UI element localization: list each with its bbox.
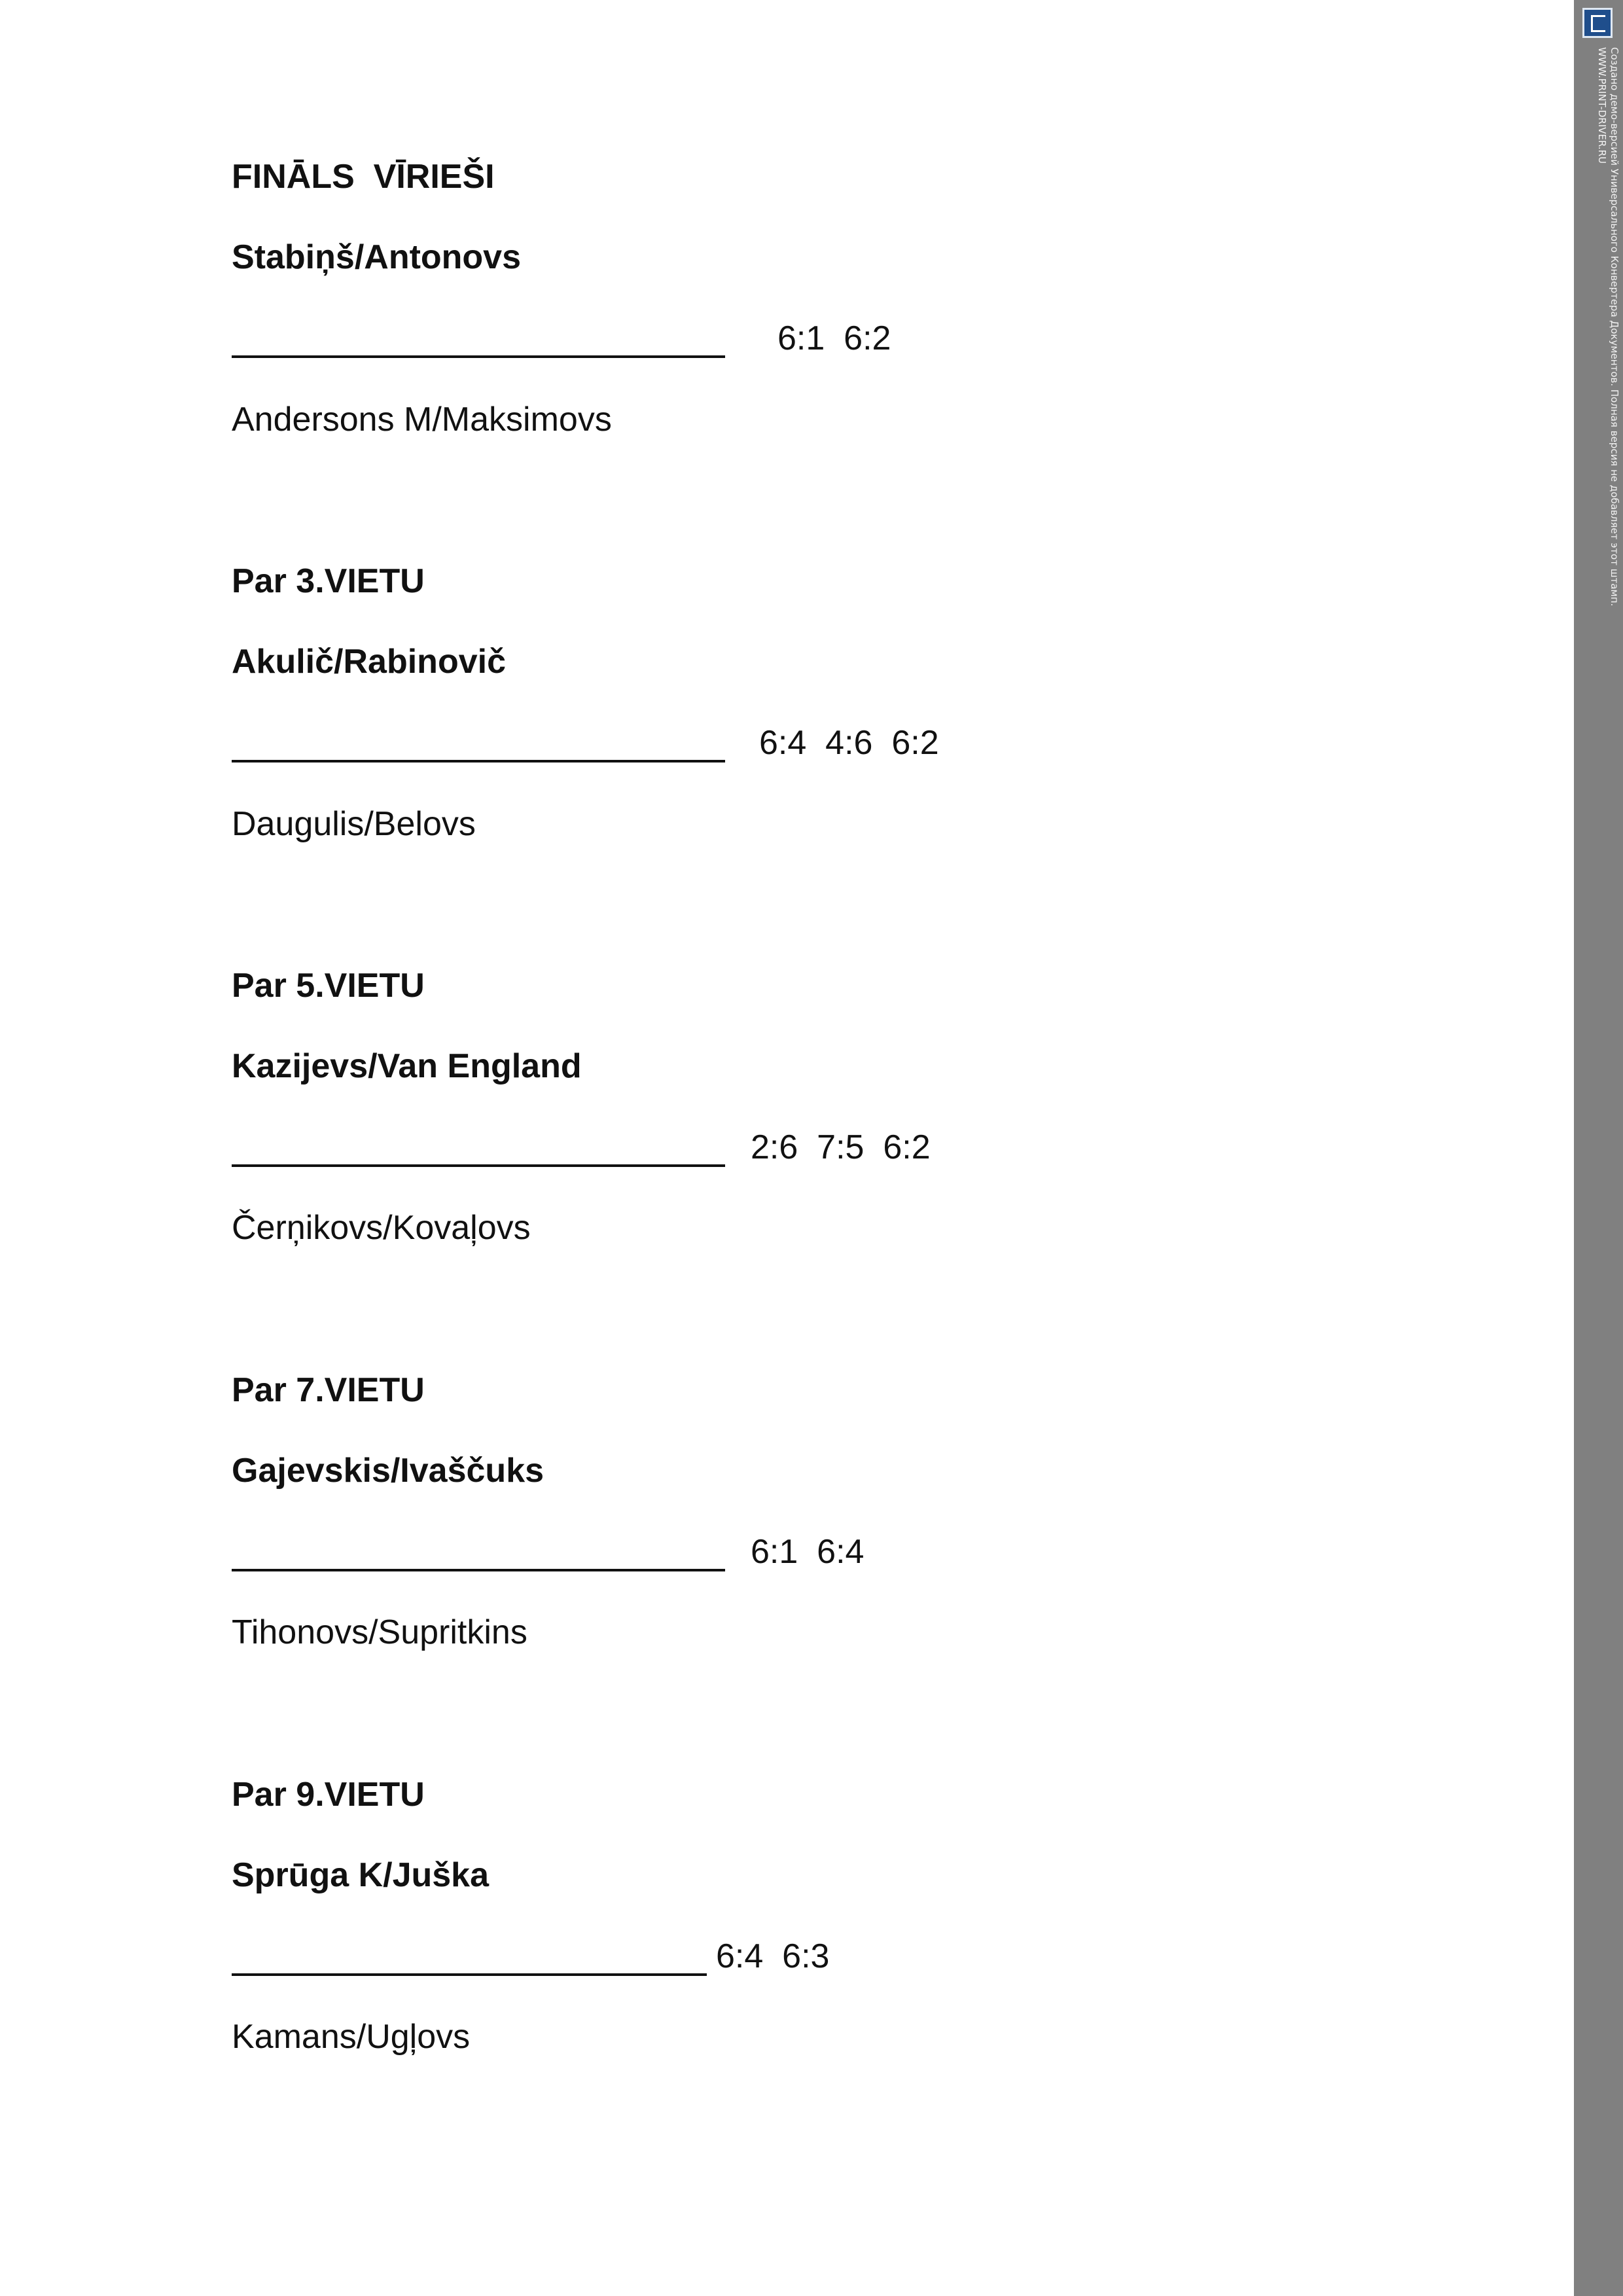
match-2-heading: Par 3.VIETU [232, 562, 425, 600]
watermark-line-1: Создано демо-версией Универсального Конвертера Документов. Полная версия не добавляет этот штамп. [1609, 47, 1620, 607]
match-4-score: 6:1 6:4 [751, 1533, 865, 1571]
match-4-player-top: Gajevskis/Ivaščuks [232, 1452, 544, 1490]
match-2-player-bottom: Daugulis/Belovs [232, 805, 476, 843]
match-1-player-bottom: Andersons M/Maksimovs [232, 401, 612, 439]
match-1-underline [232, 355, 725, 358]
document-converter-logo-icon [1582, 8, 1613, 38]
page-title: FINĀLS VĪRIEŠI [232, 158, 495, 196]
match-3-score: 2:6 7:5 6:2 [751, 1128, 931, 1166]
match-5-player-top: Sprūga K/Juška [232, 1856, 490, 1894]
match-3-heading: Par 5.VIETU [232, 967, 425, 1005]
match-1-score: 6:1 6:2 [777, 319, 891, 357]
match-1-player-top: Stabiņš/Antonovs [232, 238, 522, 276]
match-2-score: 6:4 4:6 6:2 [759, 724, 939, 762]
match-2-underline [232, 760, 725, 762]
match-3-player-bottom: Čerņikovs/Kovaļovs [232, 1209, 531, 1247]
match-4-player-bottom: Tihonovs/Supritkins [232, 1613, 527, 1651]
match-3-underline [232, 1164, 725, 1167]
match-3-player-top: Kazijevs/Van England [232, 1047, 582, 1085]
match-4-underline [232, 1569, 725, 1571]
match-2-player-top: Akulič/Rabinovič [232, 643, 506, 681]
match-5-score: 6:4 6:3 [716, 1937, 830, 1975]
match-5-heading: Par 9.VIETU [232, 1776, 425, 1814]
match-4-heading: Par 7.VIETU [232, 1371, 425, 1409]
watermark-text [1596, 47, 1620, 606]
watermark-line-2: WWW.PRINT-DRIVER.RU [1596, 47, 1608, 164]
match-5-player-bottom: Kamans/Ugļovs [232, 2018, 471, 2056]
match-5-underline [232, 1973, 707, 1976]
